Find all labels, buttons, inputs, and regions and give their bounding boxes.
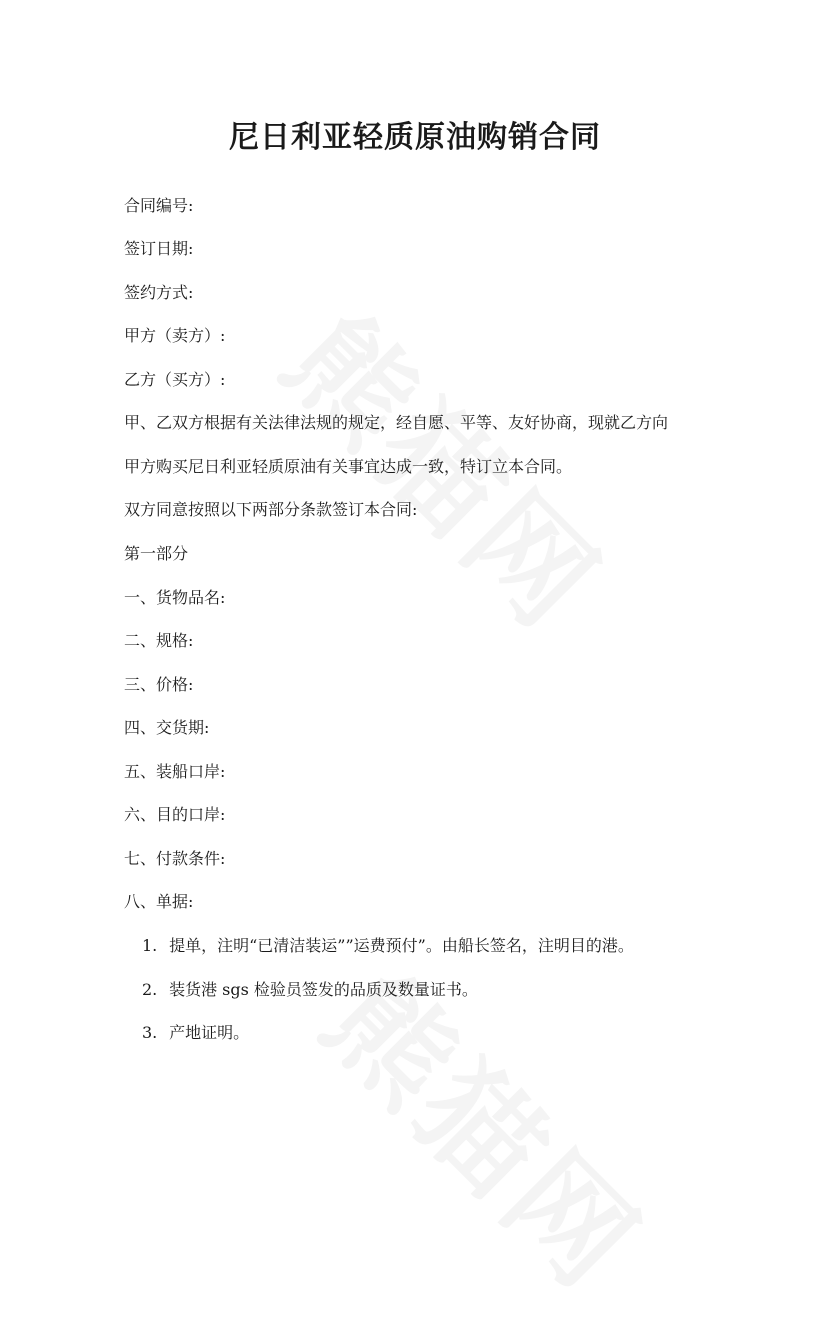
preamble-line: 甲、乙双方根据有关法律法规的规定，经自愿、平等、友好协商，现就乙方向 bbox=[124, 413, 669, 432]
preamble-line: 甲方购买尼日利亚轻质原油有关事宜达成一致，特订立本合同。 bbox=[124, 457, 573, 476]
clause-documents: 八、单据: bbox=[124, 892, 194, 911]
party-b-field: 乙方（买方）: bbox=[124, 370, 226, 389]
agreement-intro: 双方同意按照以下两部分条款签订本合同: bbox=[124, 500, 418, 519]
party-a-field: 甲方（卖方）: bbox=[124, 326, 226, 345]
document-list-item bbox=[142, 936, 634, 956]
clause-specification: 二、规格: bbox=[124, 631, 194, 650]
clause-price: 三、价格: bbox=[124, 675, 194, 694]
sign-date-field: 签订日期: bbox=[124, 239, 194, 258]
document-title: 尼日利亚轻质原油购销合同 bbox=[229, 120, 601, 155]
sign-method-field: 签约方式: bbox=[124, 283, 194, 302]
list-number: 3. bbox=[142, 1023, 158, 1042]
list-text: 产地证明。 bbox=[169, 1023, 250, 1042]
clause-goods-name: 一、货物品名: bbox=[124, 588, 226, 607]
list-number: 1. bbox=[142, 936, 158, 955]
document-list-item bbox=[142, 1023, 249, 1043]
document-list-item bbox=[142, 980, 478, 1000]
list-text: 装货港 sgs 检验员签发的品质及数量证书。 bbox=[169, 980, 478, 999]
clause-destination-port: 六、目的口岸: bbox=[124, 805, 226, 824]
clause-delivery-period: 四、交货期: bbox=[124, 718, 210, 737]
part-one-heading: 第一部分 bbox=[124, 544, 189, 563]
clause-loading-port: 五、装船口岸: bbox=[124, 762, 226, 781]
list-text: 提单，注明“已清洁装运””运费预付”。由船长签名，注明目的港。 bbox=[169, 936, 634, 955]
list-number: 2. bbox=[142, 980, 158, 999]
contract-number-field: 合同编号: bbox=[124, 196, 194, 215]
clause-payment-terms: 七、付款条件: bbox=[124, 849, 226, 868]
